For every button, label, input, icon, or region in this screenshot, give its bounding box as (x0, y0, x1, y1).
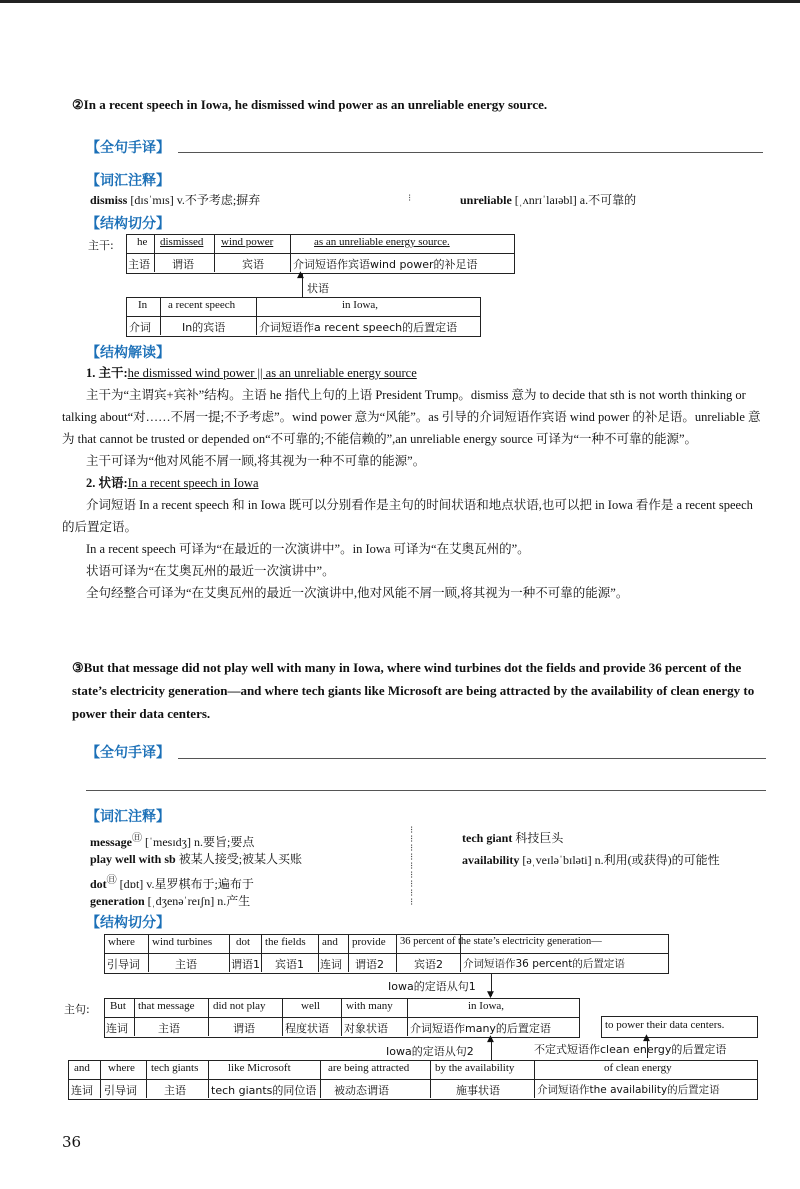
vocab-def: [dɪsˈmɪs] v.不予考虑;摒弃 (130, 193, 261, 207)
divider (396, 934, 397, 972)
s3-clause2-word: of clean energy (604, 1062, 672, 1074)
vocab-def: [əˌveɪləˈbɪləti] n.利用(或获得)的可能性 (522, 853, 720, 867)
s3-vocab-availability (462, 850, 772, 871)
s2-main-role: 宾语 (242, 258, 264, 271)
s3-clause2-role: 施事状语 (456, 1084, 500, 1097)
s3-vocab-generation (90, 892, 250, 909)
page-number: 36 (62, 1133, 82, 1151)
divider (407, 998, 408, 1036)
s2-adv-word: a recent speech (168, 299, 236, 311)
s3-clause2-role: tech giants的同位语 (211, 1084, 317, 1097)
divider (148, 934, 149, 972)
divider (229, 934, 230, 972)
s3-vocab-dot (90, 871, 254, 892)
vocab-def: [dɒt] v.星罗棋布于;遍布于 (119, 877, 254, 891)
s3-inf-text: to power their data centers. (605, 1019, 725, 1031)
sentence-3-number: ③ (72, 660, 84, 675)
divider (100, 1060, 101, 1098)
s2-main-role: 谓语 (172, 258, 194, 271)
s3-clause1-role: 谓语1 (231, 958, 260, 971)
s3-clause2-role: 引导词 (104, 1084, 137, 1097)
divider (208, 1060, 209, 1098)
top-rule (0, 0, 800, 3)
divider (68, 1079, 757, 1080)
s3-vocab-label: 【词汇注释】 (86, 809, 170, 825)
s3-clause2-word: by the availability (435, 1062, 515, 1074)
s2-vocab-label: 【词汇注释】 (86, 173, 170, 189)
s3-clause1-word: where (108, 936, 135, 948)
divider (154, 234, 155, 272)
s3-main-word: in Iowa, (468, 1000, 505, 1012)
s3-main-role: 主语 (158, 1022, 180, 1035)
s3-main-role: 谓语 (233, 1022, 255, 1035)
s3-clause2-word: like Microsoft (228, 1062, 291, 1074)
s2-main-word: he (137, 236, 148, 248)
s2-analysis (62, 362, 767, 604)
s3-vocab-message (90, 829, 254, 850)
s3-clause1-role: 引导词 (107, 958, 140, 971)
s3-inf-tag: 不定式短语作clean energy的后置定语 (534, 1043, 727, 1056)
a1-paragraph: 主干为“主谓宾+宾补”结构。主语 he 指代上句的上语 President Trump。dismiss 意为 to decide that sth is not worth thinking or talking about“对……不屑一提;不予考虑”。wind power 意为“风能”。as 引导的介词短语作宾语 wind power 的补足语。unreliable 意为 that cannot be trusted or depended on“不可靠的;不能信赖的”,an unreliable energy source 可译为“一种不可靠的能源”。 (62, 388, 761, 446)
divider (290, 234, 291, 272)
s3-main-word: did not play (213, 1000, 266, 1012)
divider (126, 253, 514, 254)
s2-adv-role: 介词 (129, 321, 151, 334)
vocab-def: [ˌdʒenəˈreɪʃn] n.产生 (147, 894, 251, 908)
a2-paragraph: In a recent speech 可译为“在最近的一次演讲中”。in Iowa 可译为“在艾奥瓦州的”。 (86, 542, 530, 556)
s3-main-role: 程度状语 (285, 1022, 329, 1035)
s3-clause1-role: 连词 (320, 958, 342, 971)
sentence-2-text: In a recent speech in Iowa, he dismissed wind power as an unreliable energy source. (83, 97, 548, 112)
vocab-def: 被某人接受;被某人买账 (178, 852, 303, 866)
s3-main-role: 对象状语 (344, 1022, 388, 1035)
s3-clause1-tag: Iowa的定语从句1 (388, 980, 476, 993)
s3-translate-line-1[interactable] (178, 758, 766, 759)
vocab-word: tech giant (462, 831, 513, 845)
vocab-def: [ˌʌnrɪˈlaɪəbl] a.不可靠的 (514, 193, 637, 207)
s3-clause1-role: 宾语1 (275, 958, 304, 971)
s2-adv-role: 介词短语作a recent speech的后置定语 (259, 321, 458, 334)
divider (256, 297, 257, 335)
s2-structure-label: 【结构切分】 (86, 216, 170, 232)
s3-clause1-role: 谓语2 (355, 958, 384, 971)
s3-clause2-word: tech giants (151, 1062, 199, 1074)
vocab-separator-icon: ⁝ (408, 193, 412, 204)
divider (341, 998, 342, 1036)
s3-main-role: 介词短语作many的后置定语 (410, 1022, 551, 1035)
highlight-mark-icon: ㊐ (132, 833, 142, 844)
s3-vocab-playwell (90, 850, 302, 867)
a1-structure: he dismissed wind power || as an unreliable energy source (127, 366, 417, 380)
a1-paragraph: 主干可译为“他对风能不屑一顾,将其视为一种不可靠的能源”。 (86, 454, 426, 468)
s3-main-word: But (110, 1000, 126, 1012)
s3-clause2-tag: Iowa的定语从句2 (386, 1045, 474, 1058)
s3-translate-line-2[interactable] (86, 790, 766, 791)
a2-structure: In a recent speech in Iowa (127, 476, 259, 490)
s3-clause2-role: 介词短语作the availability的后置定语 (537, 1084, 720, 1096)
s3-main-word: with many (346, 1000, 393, 1012)
divider (104, 953, 668, 954)
divider (534, 1060, 535, 1098)
s3-main-label: 主句: (64, 1003, 90, 1016)
s3-clause2-role: 连词 (71, 1084, 93, 1097)
a2-heading: 2. 状语: (86, 476, 128, 490)
vocab-word: dismiss (90, 193, 128, 207)
s3-structure-label: 【结构切分】 (86, 915, 170, 931)
arrow-up-icon: ▲ (487, 1034, 494, 1044)
a2-paragraph: 状语可译为“在艾奥瓦州的最近一次演讲中”。 (86, 564, 335, 578)
sentence-3 (72, 656, 772, 725)
divider (348, 934, 349, 972)
highlight-mark-icon: ㊐ (106, 875, 117, 886)
arrow-down-icon: ▼ (487, 990, 494, 1000)
s2-main-word: dismissed (160, 236, 204, 248)
vocab-word: dot (90, 877, 107, 891)
s2-vocab-dismiss (90, 191, 260, 208)
s2-main-word: as an unreliable energy source. (314, 236, 450, 248)
divider (214, 234, 215, 272)
vocab-word: generation (90, 894, 145, 908)
s2-analysis-label: 【结构解读】 (86, 345, 170, 361)
s3-clause1-role: 主语 (175, 958, 197, 971)
divider (320, 1060, 321, 1098)
divider (160, 297, 161, 335)
s2-main-role: 介词短语作宾语wind power的补足语 (293, 258, 478, 271)
s3-vocab-techgiant (462, 829, 563, 846)
s2-adv-word: In (138, 299, 148, 311)
vocab-separator-icon: ⁝ ⁝ ⁝ ⁝ ⁝ ⁝ ⁝ ⁝ ⁝ (410, 825, 414, 908)
s3-translate-label: 【全句手译】 (86, 745, 170, 761)
s3-clause1-word: wind turbines (152, 936, 213, 948)
vocab-word: unreliable (460, 193, 512, 207)
vocab-word: play well with sb (90, 852, 176, 866)
sentence-3-text: But that message did not play well with many in Iowa, where wind turbines dot the fields and provide 36 percent of the state’s electricity generation—and where tech giants like Microsoft are being attracted by the availability of clean energy to power their data centers. (72, 660, 755, 721)
s3-main-role: 连词 (106, 1022, 128, 1035)
s3-clause1-role: 宾语2 (414, 958, 443, 971)
s3-clause2-word: where (108, 1062, 135, 1074)
s2-translate-line[interactable] (178, 152, 763, 153)
divider (460, 934, 461, 972)
vocab-word: availability (462, 853, 520, 867)
s3-clause1-word: and (322, 936, 338, 948)
s3-main-word: that message (138, 1000, 195, 1012)
s2-adv-tag: 状语 (307, 282, 329, 295)
s3-clause2-word: and (74, 1062, 90, 1074)
s3-main-word: well (301, 1000, 320, 1012)
s3-clause2-role: 主语 (164, 1084, 186, 1097)
s3-clause1-word: the fields (265, 936, 306, 948)
vocab-def: [ˈmesɪdʒ] n.要旨;要点 (145, 835, 255, 849)
vocab-word: message (90, 835, 132, 849)
vocab-def: 科技巨头 (515, 831, 564, 845)
s3-clause1-word: dot (236, 936, 251, 948)
s2-vocab-unreliable (460, 191, 636, 208)
a2-paragraph: 全句经整合可译为“在艾奥瓦州的最近一次演讲中,他对风能不屑一顾,将其视为一种不可靠的能源”。 (86, 586, 629, 600)
s3-clause2-role: 被动态谓语 (334, 1084, 389, 1097)
a2-paragraph: 介词短语 In a recent speech 和 in Iowa 既可以分别看作是主句的时间状语和地点状语,也可以把 in Iowa 看作是 a recent speech 的后置定语。 (62, 498, 753, 534)
divider (126, 316, 480, 317)
divider (134, 998, 135, 1036)
sentence-2 (72, 93, 772, 116)
a1-heading: 1. 主干: (86, 366, 128, 380)
divider (318, 934, 319, 972)
arrow-up-icon: ▲ (297, 270, 304, 280)
s3-clause1-word: 36 percent of the state’s electricity generation— (400, 936, 602, 947)
divider (430, 1060, 431, 1098)
s2-main-word: wind power (221, 236, 274, 248)
s3-clause2-word: are being attracted (328, 1062, 410, 1074)
s2-main-label: 主干: (88, 239, 114, 252)
s2-adv-word: in Iowa, (342, 299, 379, 311)
s3-clause1-word: provide (352, 936, 386, 948)
divider (282, 998, 283, 1036)
divider (146, 1060, 147, 1098)
divider (208, 998, 209, 1036)
sentence-2-number: ② (72, 97, 84, 112)
divider (261, 934, 262, 972)
s2-adv-role: In的宾语 (182, 321, 226, 334)
s2-translate-label: 【全句手译】 (86, 140, 170, 156)
s2-main-role: 主语 (128, 258, 150, 271)
arrow-up-icon: ▲ (643, 1033, 650, 1043)
s3-clause1-role: 介词短语作36 percent的后置定语 (463, 958, 625, 970)
